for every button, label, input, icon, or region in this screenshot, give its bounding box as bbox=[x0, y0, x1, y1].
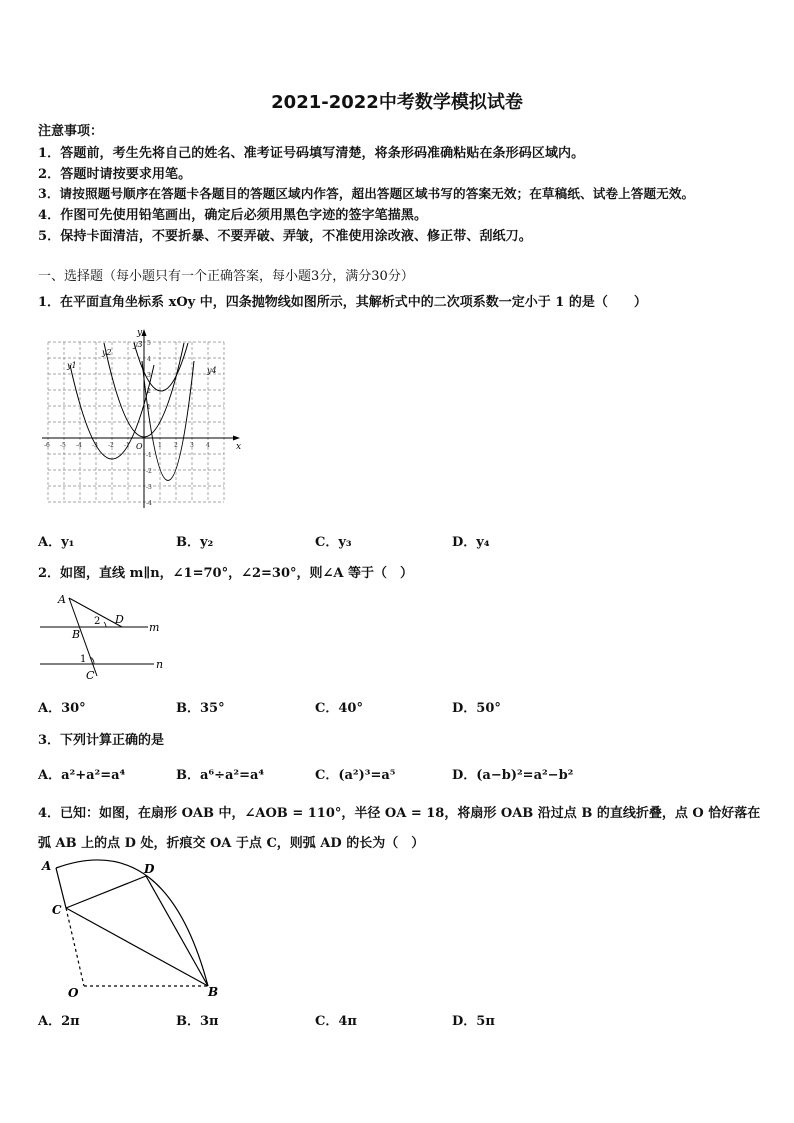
notice-item-1: 1．答题前，考生先将自己的姓名、准考证号码填写清楚，将条形码准确粘贴在条形码区域内。 bbox=[38, 146, 585, 161]
point-c-label: C bbox=[52, 903, 62, 917]
y-tick: 4 bbox=[147, 356, 151, 363]
question-3-text: 3．下列计算正确的是 bbox=[38, 733, 165, 748]
q1-option-b[interactable]: B．y₂ bbox=[176, 535, 214, 550]
x-tick: -6 bbox=[44, 442, 50, 449]
y-tick: -2 bbox=[146, 468, 152, 475]
curve-label-y2: y2 bbox=[102, 348, 112, 357]
curve-label-y4: y4 bbox=[207, 366, 217, 375]
point-d-label: D bbox=[144, 862, 155, 876]
point-a-label: A bbox=[42, 859, 52, 873]
q4-option-d[interactable]: D．5π bbox=[452, 1014, 495, 1029]
notice-heading: 注意事项： bbox=[38, 124, 104, 139]
point-d-label: D bbox=[115, 613, 124, 626]
arc-ab bbox=[56, 860, 208, 986]
q2-option-d[interactable]: D．50° bbox=[452, 701, 501, 716]
y-tick: 1 bbox=[147, 404, 151, 411]
question-2-text: 2．如图，直线 m∥n，∠1=70°，∠2=30°，则∠A 等于（ ） bbox=[38, 566, 414, 581]
section-heading: 一、选择题（每小题只有一个正确答案，每小题3分，满分30分） bbox=[38, 269, 414, 284]
notice-item-5: 5．保持卡面清洁，不要折暴、不要弄破、弄皱，不准使用涂改液、修正带、刮纸刀。 bbox=[38, 229, 532, 244]
y-tick: -4 bbox=[146, 500, 152, 507]
q4-option-a[interactable]: A．2π bbox=[38, 1014, 80, 1029]
q1-parabola-graph bbox=[40, 325, 245, 510]
point-c-label: C bbox=[86, 669, 95, 682]
angle-1-label: 1 bbox=[80, 654, 87, 665]
curve-label-y3: y3 bbox=[133, 340, 143, 349]
y-tick: -1 bbox=[146, 452, 152, 459]
q2-option-b[interactable]: B．35° bbox=[176, 701, 225, 716]
y-tick: 2 bbox=[147, 388, 151, 395]
segment-ac bbox=[56, 868, 66, 908]
x-tick: 4 bbox=[206, 442, 210, 449]
segment-cd bbox=[66, 876, 146, 908]
q1-option-a[interactable]: A．y₁ bbox=[38, 535, 75, 550]
notice-item-4: 4．作图可先使用铅笔画出，确定后必须用黑色字迹的签字笔描黑。 bbox=[38, 208, 428, 223]
page-title: 2021-2022中考数学模拟试卷 bbox=[271, 92, 523, 113]
q2-option-a[interactable]: A．30° bbox=[38, 701, 86, 716]
question-1-text: 1．在平面直角坐标系 xOy 中，四条抛物线如图所示，其解析式中的二次项系数一定小于 1 的是（ ） bbox=[38, 295, 647, 310]
parabola-y3 bbox=[134, 343, 188, 391]
notice-item-2: 2．答题时请按要求用笔。 bbox=[38, 167, 192, 182]
x-tick: -1 bbox=[124, 442, 130, 449]
q1-option-c[interactable]: C．y₃ bbox=[315, 535, 352, 550]
x-tick: 1 bbox=[158, 442, 162, 449]
y-axis-arrow-icon bbox=[142, 329, 147, 336]
line-n-label: n bbox=[156, 658, 164, 671]
q2-parallel-lines-figure bbox=[36, 588, 176, 686]
q3-option-c[interactable]: C．(a²)³=a⁵ bbox=[315, 768, 396, 783]
q4-option-c[interactable]: C．4π bbox=[315, 1014, 357, 1029]
x-tick: -2 bbox=[108, 442, 114, 449]
x-tick: 2 bbox=[174, 442, 178, 449]
question-4-line-1: 4．已知：如图，在扇形 OAB 中，∠AOB = 110°，半径 OA = 18，将扇形 OAB 沿过点 B 的直线折叠，点 O 恰好落在 bbox=[38, 806, 761, 821]
q1-option-d[interactable]: D．y₄ bbox=[452, 535, 490, 550]
x-tick: -4 bbox=[76, 442, 82, 449]
x-tick: 3 bbox=[190, 442, 194, 449]
x-axis-label: x bbox=[236, 442, 242, 452]
line-m-label: m bbox=[149, 621, 160, 634]
q3-option-a[interactable]: A．a²+a²=a⁴ bbox=[38, 768, 126, 783]
y-tick: 5 bbox=[147, 340, 151, 347]
segment-co-dashed bbox=[66, 908, 84, 986]
q2-option-c[interactable]: C．40° bbox=[315, 701, 363, 716]
q3-option-b[interactable]: B．a⁶÷a²=a⁴ bbox=[176, 768, 265, 783]
q3-option-d[interactable]: D．(a−b)²=a²−b² bbox=[452, 768, 574, 783]
q4-option-b[interactable]: B．3π bbox=[176, 1014, 219, 1029]
point-b-label: B bbox=[208, 985, 219, 999]
y-tick: -3 bbox=[146, 484, 152, 491]
y-tick: 3 bbox=[147, 372, 151, 379]
question-4-line-2: 弧 AB 上的点 D 处，折痕交 OA 于点 C，则弧 AD 的长为（ ） bbox=[38, 836, 425, 851]
origin-label: O bbox=[136, 442, 143, 451]
point-b-label: B bbox=[72, 628, 81, 641]
point-a-label: A bbox=[58, 593, 66, 606]
x-tick: -3 bbox=[92, 442, 98, 449]
q4-sector-figure bbox=[36, 856, 226, 1006]
point-o-label: O bbox=[68, 986, 79, 1000]
x-tick: -5 bbox=[60, 442, 66, 449]
x-axis-arrow-icon bbox=[233, 436, 240, 441]
curve-label-y1: y1 bbox=[67, 361, 77, 370]
angle-2-label: 2 bbox=[94, 616, 101, 627]
notice-item-3: 3．请按照题号顺序在答题卡各题目的答题区域内作答，超出答题区域书写的答案无效；在草稿纸、试卷上答题无效。 bbox=[38, 186, 695, 201]
y-axis-label: y bbox=[137, 328, 143, 338]
